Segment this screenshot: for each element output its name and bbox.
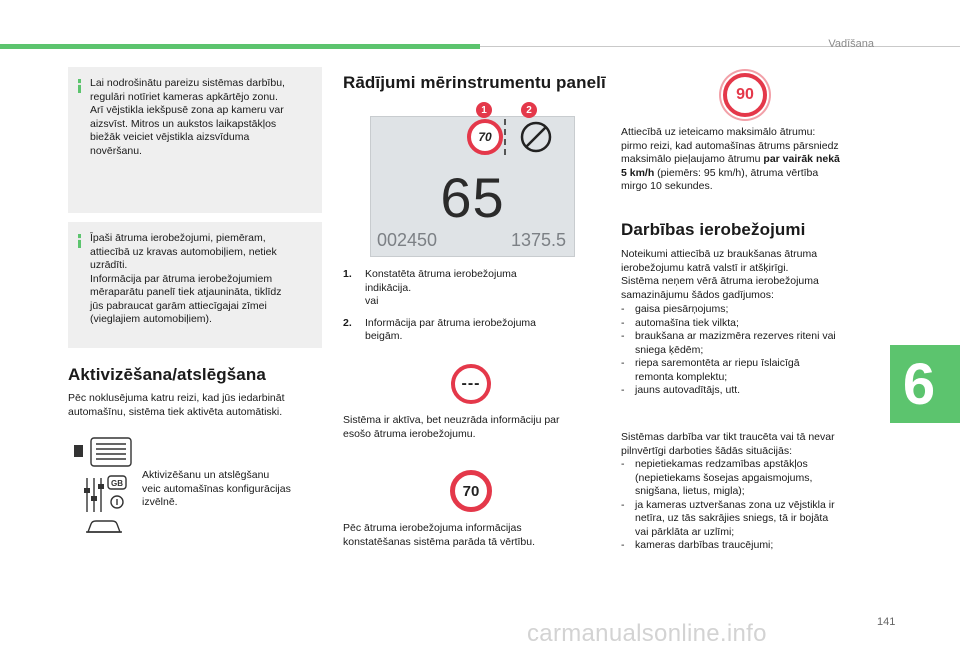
list-dash: - <box>621 316 625 329</box>
list-dash: - <box>621 539 625 551</box>
heading-limitations: Darbības ierobežojumi <box>621 220 806 239</box>
detected-value-paragraph: Pēc ātruma ierobežojuma informācijas konstatēšanas sistēma parāda tā vērtību. <box>343 522 536 548</box>
limitations-intro: Noteikumi attiecībā uz braukšanas ātruma ierobežojumu katrā valstī ir atšķirīgi. Sistēma neņem vērā ātruma ierobežojuma samazinājumu šādos gadījumos: <box>621 248 819 301</box>
watermark: carmanualsonline.info <box>527 620 767 647</box>
list-item <box>621 303 886 317</box>
callout-badge-1: 1 <box>476 102 492 118</box>
config-menu-icon <box>74 436 134 536</box>
limitations-list <box>621 303 886 398</box>
list-text: ja kameras uztveršanas zona uz vējstikla ir netīra, uz tās sakrājies sniegs, tā ir bojāta vai pārklāta ar uzlīmi; <box>635 498 835 538</box>
para-text: Attiecībā uz ieteicamo maksimālo ātrumu: pirmo reizi, kad automašīnas ātrums pārsniedz maksimālo pieļaujamo ātrumu <box>621 126 839 165</box>
config-icons <box>74 436 134 536</box>
list-dash: - <box>621 330 625 342</box>
list-dash: - <box>621 384 625 396</box>
list-item <box>343 268 603 309</box>
list-dash: - <box>621 498 625 511</box>
info-box-special-limits <box>68 222 322 348</box>
list-item <box>621 317 886 331</box>
para-bold-text: par vairāk nekā 5 km/h <box>621 153 840 179</box>
current-speed: 65 <box>440 166 505 229</box>
disruptions-intro: Sistēmas darbība var tikt traucēta vai tā nevar pilnvērtīgi darboties šādās situācijās: <box>621 431 835 457</box>
odometer: 002450 <box>377 230 438 250</box>
list-dash: - <box>621 458 625 470</box>
info-box-text: Lai nodrošinātu pareizu sistēmas darbību, regulāri notīriet kameras apkārtējo zonu. Arī vējstikla iekšpusē zona ap kameru var aizsvīst. Mitros un aukstos laikapstākļos biežāk veiciet vējstikla aizsvīduma novēršanu. <box>90 77 285 157</box>
list-text: automašīna tiek vilkta; <box>635 316 739 329</box>
list-text: riepa saremontēta ar riepu īslaicīgā remonta komplektu; <box>635 357 800 383</box>
end-of-limit-icon <box>519 120 553 154</box>
heading-activation: Aktivizēšana/atslēgšana <box>68 365 266 384</box>
list-text: nepietiekamas redzamības apstākļos (nepietiekams šosejas apgaismojums, snigšana, lietus, migla); <box>635 458 813 497</box>
list-number: 2. <box>343 316 352 329</box>
list-text: Konstatēta ātruma ierobežojuma indikācija. vai <box>365 268 517 307</box>
panel-legend-list <box>343 268 603 344</box>
gb-label: GB <box>111 479 123 488</box>
list-dash: - <box>621 303 625 315</box>
no-limit-sign: --- <box>451 364 491 404</box>
list-text: braukšana ar mazizmēra rezerves riteni vai sniega ķēdēm; <box>635 330 836 356</box>
activation-paragraph: Pēc noklusējuma katru reizi, kad jūs iedarbināt automašīnu, sistēma tiek aktivēta automātiski. <box>68 392 285 418</box>
panel-separator <box>504 119 507 155</box>
icon-caption: Aktivizēšanu un atslēgšanu veic automašīnas konfigurācijas izvēlnē. <box>142 469 291 508</box>
instrument-panel <box>370 116 575 257</box>
list-item <box>621 499 886 540</box>
chapter-tab: 6 <box>890 345 960 423</box>
list-text: Informācija par ātruma ierobežojuma beigām. <box>365 316 536 342</box>
info-box-camera-cleaning <box>68 67 322 213</box>
list-item <box>621 539 886 553</box>
list-text: jauns autovadītājs, utt. <box>635 384 741 396</box>
list-number: 1. <box>343 268 352 280</box>
list-dash: - <box>621 357 625 369</box>
section-title: Vadīšana <box>828 38 874 50</box>
callout-badge-2: 2 <box>521 102 537 118</box>
detected-limit-sign: 70 <box>467 119 503 155</box>
para-text: (piemērs: 95 km/h), ātruma vērtība mirgo 10 sekundes. <box>621 166 819 192</box>
active-no-info-paragraph: Sistēma ir aktīva, bet neuzrāda informāciju par esošo ātruma ierobežojumu. <box>343 414 560 440</box>
list-text: kameras darbības traucējumi; <box>635 539 774 551</box>
header-rule <box>480 46 960 47</box>
info-marker-icon <box>78 234 81 248</box>
info-marker-icon <box>78 79 81 93</box>
speed-limit-sign-70: 70 <box>450 470 492 512</box>
header-accent-bar <box>0 44 480 49</box>
recommended-speed-paragraph <box>621 126 891 194</box>
list-item <box>621 384 886 398</box>
heading-panel-display: Rādījumi mērinstrumentu panelī <box>343 73 606 92</box>
trip-meter: 1375.5 <box>510 230 566 250</box>
speed-limit-sign-90: 90 <box>723 73 767 117</box>
list-item <box>621 458 886 499</box>
page-number: 141 <box>877 616 896 628</box>
list-text: gaisa piesārņojums; <box>635 303 729 315</box>
list-item <box>343 317 603 344</box>
list-item <box>621 357 886 384</box>
list-item <box>621 330 886 357</box>
info-box-text: Īpaši ātruma ierobežojumi, piemēram, attiecībā uz kravas automobiļiem, netiek uzrādīti. Informācija par ātruma ierobežojumiem mēraparātu panelī tiek atjaunināta, tiklīdz jūs pabraucat garām attiecīgajai zīmei (vieglajiem automobiļiem). <box>90 232 282 325</box>
disruptions-list <box>621 458 886 553</box>
